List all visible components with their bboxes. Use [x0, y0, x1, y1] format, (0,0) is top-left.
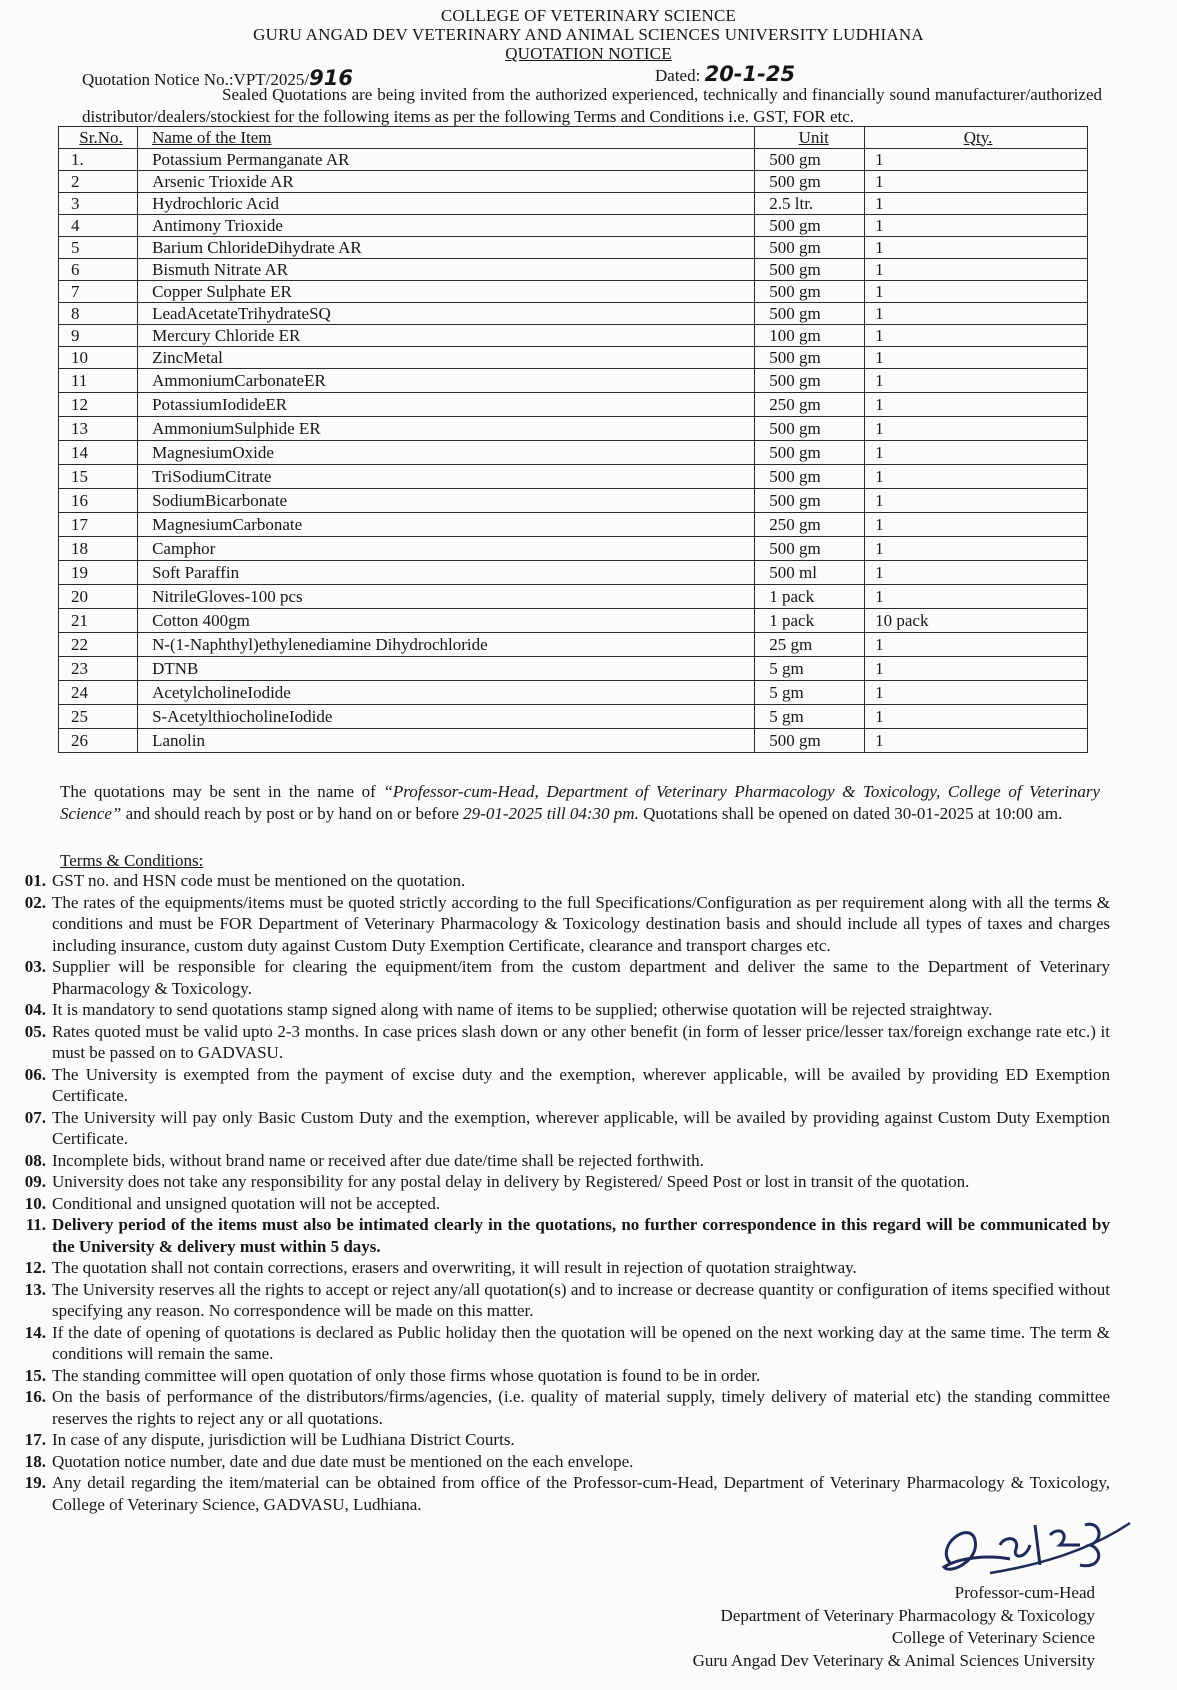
term-text: It is mandatory to send quotations stamp signed along with name of items to be supplied; otherwise quotation will be rejected straightway. — [52, 1000, 993, 1019]
terms-list — [0, 870, 1110, 1515]
term-number: 17. — [24, 1430, 46, 1449]
term-text: The University is exempted from the payment of excise duty and the exemption, wherever applicable, will be availed by providing ED Exemption Certificate. — [52, 1064, 1110, 1105]
term-item — [0, 892, 1110, 957]
row-item-name: Bismuth Nitrate AR — [138, 259, 755, 281]
row-qty: 1 — [865, 215, 1088, 237]
submission-text-2: and should reach by post or by hand on or before — [121, 803, 464, 823]
row-qty: 1 — [865, 369, 1088, 393]
row-unit: 500 gm — [755, 441, 865, 465]
table-row — [59, 609, 1088, 633]
term-text: The rates of the equipments/items must be quoted strictly according to the full Specifications/Configuration as per requirement along with all the terms & conditions and must be FOR Department of Veterinary Pharmacology & Toxicology destination basis and should include all types of taxes and charges including insurance, custom duty against Custom Duty Exemption Certificate, clearance and transport charges etc. — [52, 892, 1110, 955]
table-row — [59, 441, 1088, 465]
row-unit: 500 gm — [755, 369, 865, 393]
term-text: GST no. and HSN code must be mentioned on the quotation. — [52, 871, 466, 890]
term-item — [0, 1021, 1110, 1064]
row-item-name: LeadAcetateTrihydrateSQ — [138, 303, 755, 325]
table-row — [59, 259, 1088, 281]
row-unit: 500 gm — [755, 347, 865, 369]
table-row — [59, 537, 1088, 561]
table-row — [59, 657, 1088, 681]
row-item-name: Antimony Trioxide — [138, 215, 755, 237]
row-qty: 1 — [865, 729, 1088, 753]
term-number: 08. — [24, 1150, 46, 1170]
row-item-name: AmmoniumSulphide ER — [138, 417, 755, 441]
row-item-name: TriSodiumCitrate — [138, 465, 755, 489]
row-sr-no: 21 — [59, 609, 138, 633]
row-qty: 1 — [865, 347, 1088, 369]
row-sr-no: 12 — [59, 393, 138, 417]
row-qty: 1 — [865, 657, 1088, 681]
row-sr-no: 20 — [59, 585, 138, 609]
row-unit: 500 gm — [755, 465, 865, 489]
row-sr-no: 14 — [59, 441, 138, 465]
signatory-title: Professor-cum-Head — [954, 1583, 1095, 1602]
row-qty: 1 — [865, 489, 1088, 513]
term-text: Any detail regarding the item/material can be obtained from office of the Professor-cum-Head, Department of Veterinary Pharmacology & Toxicology, College of Veterinary Science, GADVASU, Ludhiana. — [52, 1473, 1110, 1514]
row-qty: 1 — [865, 705, 1088, 729]
row-qty: 1 — [865, 303, 1088, 325]
row-sr-no: 13 — [59, 417, 138, 441]
term-number: 19. — [24, 1473, 46, 1492]
row-qty: 1 — [865, 259, 1088, 281]
notice-date — [655, 62, 795, 86]
term-number: 12. — [24, 1258, 46, 1277]
row-qty: 1 — [865, 633, 1088, 657]
row-sr-no: 8 — [59, 303, 138, 325]
table-row — [59, 149, 1088, 171]
table-row — [59, 347, 1088, 369]
row-unit: 500 gm — [755, 281, 865, 303]
row-item-name: PotassiumIodideER — [138, 393, 755, 417]
term-number: 02. — [24, 892, 46, 912]
header-unit: Unit — [755, 127, 865, 149]
row-unit: 5 gm — [755, 681, 865, 705]
term-number: 07. — [24, 1107, 46, 1127]
row-unit: 5 gm — [755, 705, 865, 729]
row-qty: 1 — [865, 537, 1088, 561]
row-qty: 1 — [865, 237, 1088, 259]
items-table-body — [59, 149, 1088, 753]
row-unit: 5 gm — [755, 657, 865, 681]
table-row — [59, 729, 1088, 753]
table-row — [59, 171, 1088, 193]
row-unit: 500 gm — [755, 259, 865, 281]
term-number: 06. — [24, 1064, 46, 1084]
row-item-name: NitrileGloves-100 pcs — [138, 585, 755, 609]
table-row — [59, 193, 1088, 215]
notice-date-label: Dated: — [655, 66, 701, 85]
row-unit: 2.5 ltr. — [755, 193, 865, 215]
items-table — [58, 126, 1088, 753]
term-number: 18. — [24, 1451, 46, 1471]
term-text: University does not take any responsibility for any postal delay in delivery by Registered/ Speed Post or lost in transit of the quotation. — [52, 1172, 970, 1191]
row-sr-no: 15 — [59, 465, 138, 489]
row-sr-no: 25 — [59, 705, 138, 729]
table-header-row — [59, 127, 1088, 149]
row-unit: 100 gm — [755, 325, 865, 347]
table-row — [59, 561, 1088, 585]
row-unit: 500 gm — [755, 149, 865, 171]
term-number: 04. — [24, 1000, 46, 1019]
term-number: 01. — [24, 871, 46, 890]
terms-title: Terms & Conditions: — [60, 851, 204, 870]
submission-addressee: “Professor-cum-Head, Department of Veterinary Pharmacology & Toxicology, College of Veterinary Science” — [60, 782, 1100, 823]
term-text: In case of any dispute, jurisdiction will be Ludhiana District Courts. — [52, 1430, 515, 1449]
term-text: If the date of opening of quotations is declared as Public holiday then the quotation will be opened on the next working day at the same time. The term & conditions will remain the same. — [52, 1322, 1110, 1363]
row-item-name: Lanolin — [138, 729, 755, 753]
row-unit: 500 gm — [755, 537, 865, 561]
row-sr-no: 3 — [59, 193, 138, 215]
term-item — [0, 1257, 1110, 1279]
term-number: 13. — [24, 1279, 46, 1299]
row-item-name: Copper Sulphate ER — [138, 281, 755, 303]
row-sr-no: 18 — [59, 537, 138, 561]
row-sr-no: 6 — [59, 259, 138, 281]
handwritten-signature-icon — [930, 1515, 1140, 1585]
term-item — [0, 1214, 1110, 1257]
term-text: The quotation shall not contain corrections, erasers and overwriting, it will result in rejection of quotation straightway. — [52, 1258, 857, 1277]
row-sr-no: 1. — [59, 149, 138, 171]
row-item-name: Cotton 400gm — [138, 609, 755, 633]
term-text: Supplier will be responsible for clearing the equipment/item from the custom department and deliver the same to the Department of Veterinary Pharmacology & Toxicology. — [52, 957, 1110, 998]
row-unit: 250 gm — [755, 513, 865, 537]
term-number: 10. — [24, 1193, 46, 1213]
submission-text-3: Quotations shall be opened on dated 30-01-2025 at 10:00 am. — [638, 803, 1063, 823]
term-item — [0, 870, 1110, 892]
notice-date-handwritten: 20-1-25 — [704, 62, 796, 86]
intro-paragraph: Sealed Quotations are being invited from the authorized experienced, technically and financially sound manufacturer/authorized distributor/dealers/stockiest for the following items as per the following Terms and Conditions i.e. GST, FOR etc. — [82, 85, 1102, 126]
row-unit: 250 gm — [755, 393, 865, 417]
row-item-name: Camphor — [138, 537, 755, 561]
row-qty: 1 — [865, 393, 1088, 417]
table-row — [59, 369, 1088, 393]
term-number: 14. — [24, 1322, 46, 1342]
term-number: 09. — [24, 1172, 46, 1191]
table-row — [59, 281, 1088, 303]
term-text: On the basis of performance of the distributors/firms/agencies, (i.e. quality of material supply, timely delivery of material etc) the standing committee reserves the rights to reject any or all quotations. — [52, 1387, 1110, 1428]
row-qty: 1 — [865, 465, 1088, 489]
university-name: GURU ANGAD DEV VETERINARY AND ANIMAL SCIENCES UNIVERSITY LUDHIANA — [253, 25, 924, 44]
table-row — [59, 633, 1088, 657]
header-qty: Qty. — [865, 127, 1088, 149]
row-unit: 500 gm — [755, 237, 865, 259]
table-row — [59, 237, 1088, 259]
row-sr-no: 22 — [59, 633, 138, 657]
term-text: Conditional and unsigned quotation will not be accepted. — [52, 1193, 441, 1213]
submission-deadline: 29-01-2025 till 04:30 pm. — [463, 803, 639, 823]
term-text: Incomplete bids, without brand name or received after due date/time shall be rejected forthwith. — [52, 1150, 704, 1170]
signatory-college: College of Veterinary Science — [891, 1628, 1095, 1647]
row-unit: 500 gm — [755, 489, 865, 513]
term-item — [0, 1171, 1110, 1193]
signature-mark — [930, 1515, 1140, 1585]
college-name: COLLEGE OF VETERINARY SCIENCE — [440, 6, 737, 25]
row-qty: 1 — [865, 561, 1088, 585]
term-item — [0, 1386, 1110, 1429]
row-item-name: AmmoniumCarbonateER — [138, 369, 755, 393]
row-item-name: SodiumBicarbonate — [138, 489, 755, 513]
term-item — [0, 1150, 1110, 1172]
table-row — [59, 489, 1088, 513]
row-sr-no: 7 — [59, 281, 138, 303]
term-item — [0, 1279, 1110, 1322]
term-item — [0, 1451, 1110, 1473]
term-text: The University reserves all the rights to accept or reject any/all quotation(s) and to increase or decrease quantity or configuration of items specified without specifying any reason. No correspondence will be made on this matter. — [52, 1279, 1110, 1320]
row-qty: 1 — [865, 171, 1088, 193]
term-text: The standing committee will open quotation of only those firms whose quotation is found to be in order. — [52, 1365, 761, 1385]
notice-number-label: Quotation Notice No.:VPT/2025/ — [82, 70, 310, 89]
term-number: 03. — [24, 957, 46, 976]
row-sr-no: 2 — [59, 171, 138, 193]
table-row — [59, 465, 1088, 489]
signature-block — [693, 1582, 1095, 1672]
row-sr-no: 9 — [59, 325, 138, 347]
row-sr-no: 5 — [59, 237, 138, 259]
table-row — [59, 393, 1088, 417]
row-item-name: Barium ChlorideDihydrate AR — [138, 237, 755, 259]
row-qty: 1 — [865, 281, 1088, 303]
row-qty: 1 — [865, 681, 1088, 705]
term-text: Rates quoted must be valid upto 2-3 months. In case prices slash down or any other benefit (in form of lesser price/lesser tax/foreign exchange rate etc.) it must be passed on to GADVASU. — [52, 1021, 1110, 1062]
row-sr-no: 26 — [59, 729, 138, 753]
row-qty: 1 — [865, 149, 1088, 171]
term-text: The University will pay only Basic Custom Duty and the exemption, wherever applicable, will be availed by providing against Custom Duty Exemption Certificate. — [52, 1107, 1110, 1148]
row-qty: 1 — [865, 441, 1088, 465]
table-row — [59, 417, 1088, 441]
notice-number-handwritten: 916 — [309, 66, 353, 90]
row-unit: 500 gm — [755, 417, 865, 441]
table-row — [59, 705, 1088, 729]
table-row — [59, 303, 1088, 325]
table-row — [59, 325, 1088, 347]
row-item-name: Arsenic Trioxide AR — [138, 171, 755, 193]
term-number: 16. — [24, 1387, 46, 1406]
term-item — [0, 1107, 1110, 1150]
row-qty: 10 pack — [865, 609, 1088, 633]
term-number: 15. — [24, 1365, 46, 1385]
table-row — [59, 513, 1088, 537]
row-unit: 500 ml — [755, 561, 865, 585]
row-qty: 1 — [865, 417, 1088, 441]
row-item-name: AcetylcholineIodide — [138, 681, 755, 705]
term-item — [0, 1472, 1110, 1515]
row-sr-no: 10 — [59, 347, 138, 369]
term-item — [0, 1429, 1110, 1451]
term-number: 11. — [25, 1215, 46, 1234]
document-title: QUOTATION NOTICE — [505, 44, 672, 63]
submission-paragraph — [60, 781, 1100, 824]
table-row — [59, 215, 1088, 237]
table-row — [59, 585, 1088, 609]
term-number: 05. — [24, 1021, 46, 1041]
row-item-name: ZincMetal — [138, 347, 755, 369]
row-item-name: N-(1-Naphthyl)ethylenediamine Dihydrochloride — [138, 633, 755, 657]
row-sr-no: 17 — [59, 513, 138, 537]
table-row — [59, 681, 1088, 705]
header-item-name: Name of the Item — [138, 127, 755, 149]
row-qty: 1 — [865, 513, 1088, 537]
row-qty: 1 — [865, 585, 1088, 609]
row-unit: 500 gm — [755, 171, 865, 193]
row-unit: 1 pack — [755, 609, 865, 633]
row-sr-no: 24 — [59, 681, 138, 705]
signatory-university: Guru Angad Dev Veterinary & Animal Sciences University — [692, 1650, 1095, 1670]
row-item-name: Mercury Chloride ER — [138, 325, 755, 347]
term-item — [0, 1322, 1110, 1365]
term-item — [0, 999, 1110, 1021]
row-sr-no: 16 — [59, 489, 138, 513]
row-sr-no: 23 — [59, 657, 138, 681]
term-item — [0, 1365, 1110, 1387]
row-unit: 500 gm — [755, 215, 865, 237]
row-item-name: S-AcetylthiocholineIodide — [138, 705, 755, 729]
term-text: Quotation notice number, date and due date must be mentioned on the each envelope. — [52, 1451, 634, 1471]
row-qty: 1 — [865, 193, 1088, 215]
term-item — [0, 1193, 1110, 1215]
header-sr-no: Sr.No. — [59, 127, 138, 149]
row-item-name: Soft Paraffin — [138, 561, 755, 585]
row-item-name: Potassium Permanganate AR — [138, 149, 755, 171]
row-unit: 25 gm — [755, 633, 865, 657]
term-text: Delivery period of the items must also be intimated clearly in the quotations, no further correspondence in this regard will be communicated by the University & delivery must within 5 days. — [52, 1215, 1110, 1256]
row-sr-no: 19 — [59, 561, 138, 585]
signatory-department: Department of Veterinary Pharmacology & Toxicology — [720, 1605, 1095, 1625]
term-item — [0, 956, 1110, 999]
row-unit: 500 gm — [755, 729, 865, 753]
row-item-name: MagnesiumCarbonate — [138, 513, 755, 537]
row-item-name: DTNB — [138, 657, 755, 681]
row-sr-no: 11 — [59, 369, 138, 393]
row-item-name: Hydrochloric Acid — [138, 193, 755, 215]
row-item-name: MagnesiumOxide — [138, 441, 755, 465]
row-unit: 1 pack — [755, 585, 865, 609]
row-sr-no: 4 — [59, 215, 138, 237]
submission-text-1: The quotations may be sent in the name of — [60, 782, 384, 801]
row-qty: 1 — [865, 325, 1088, 347]
row-unit: 500 gm — [755, 303, 865, 325]
term-item — [0, 1064, 1110, 1107]
